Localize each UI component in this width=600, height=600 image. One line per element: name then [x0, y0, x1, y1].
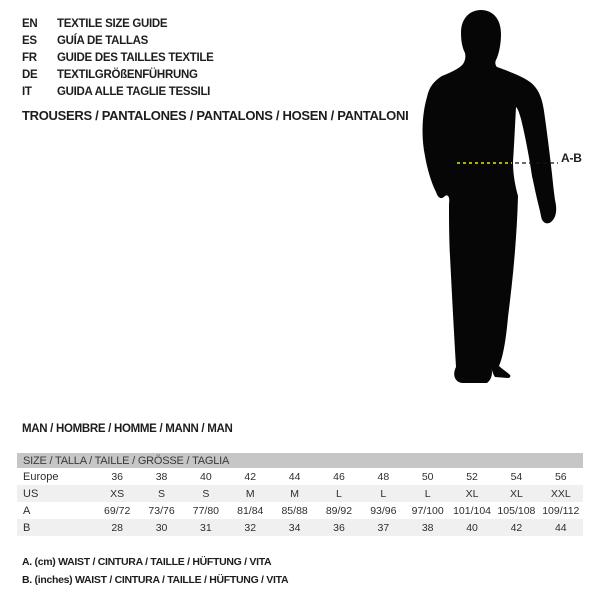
language-label: GUÍA DE TALLAS	[57, 35, 148, 47]
size-cell: 93/96	[370, 504, 397, 517]
size-cell: 50	[421, 470, 434, 483]
size-cell: 48	[377, 470, 390, 483]
size-row-label: A	[23, 504, 31, 517]
size-cell: 97/100	[411, 504, 444, 517]
language-row	[22, 84, 214, 101]
size-cell: 38	[155, 470, 168, 483]
size-cell: 34	[288, 521, 301, 534]
size-cell: XL	[465, 487, 479, 500]
note-b-inches: B. (inches) WAIST / CINTURA / TAILLE / HÜFTUNG / VITA	[22, 573, 289, 586]
size-cell: 44	[554, 521, 567, 534]
size-cell: 37	[377, 521, 390, 534]
size-cell: 42	[510, 521, 523, 534]
size-cell: 77/80	[192, 504, 220, 517]
language-label: TEXTILGRÖßENFÜHRUNG	[57, 69, 198, 81]
size-cell: 28	[111, 521, 124, 534]
size-cell: S	[158, 487, 166, 500]
table-row-europe	[17, 468, 583, 485]
man-silhouette	[395, 4, 575, 394]
language-label: GUIDE DES TAILLES TEXTILE	[57, 52, 214, 64]
size-row-label: US	[23, 487, 39, 500]
language-label: TEXTILE SIZE GUIDE	[57, 18, 168, 30]
size-cell: M	[290, 487, 299, 500]
size-cell: 89/92	[325, 504, 353, 517]
language-row	[22, 67, 214, 84]
size-cell: 36	[111, 470, 124, 483]
language-code: EN	[22, 18, 38, 30]
note-a-cm: A. (cm) WAIST / CINTURA / TAILLE / HÜFTUNG / VITA	[22, 556, 272, 568]
size-cell: 85/88	[281, 504, 308, 517]
table-row-a-cm	[17, 502, 583, 519]
language-code: FR	[22, 52, 37, 64]
size-cell: 40	[200, 470, 212, 483]
measurement-notes	[22, 554, 288, 589]
section-title: MAN / HOMBRE / HOMME / MANN / MAN	[22, 423, 233, 435]
language-code: DE	[22, 69, 38, 81]
size-cell: 30	[155, 521, 168, 534]
language-label: GUIDA ALLE TAGLIE TESSILI	[57, 86, 211, 98]
size-table	[17, 453, 583, 536]
size-cell: 73/76	[148, 504, 175, 517]
size-cell: 40	[466, 521, 478, 534]
silhouette-shape	[423, 10, 557, 383]
size-cell: 81/84	[237, 504, 264, 517]
table-row-us	[17, 485, 583, 502]
size-cell: 101/104	[453, 504, 492, 517]
size-cell: 109/112	[542, 504, 580, 517]
size-cell: 44	[288, 470, 301, 483]
size-cell: S	[202, 487, 210, 500]
size-cell: 54	[510, 470, 523, 483]
size-cell: 31	[200, 521, 212, 534]
language-code: IT	[22, 86, 32, 98]
size-cell: 105/108	[497, 504, 536, 517]
table-header-row	[17, 453, 583, 468]
size-row-label: Europe	[23, 470, 59, 483]
table-row-b-inches	[17, 519, 583, 536]
size-cell: XS	[110, 487, 125, 500]
man-figure	[395, 4, 575, 394]
size-cell: 42	[244, 470, 257, 483]
language-code: ES	[22, 35, 37, 47]
size-cell: 36	[333, 521, 345, 534]
size-cell: 69/72	[104, 504, 131, 517]
size-cell: 32	[244, 521, 257, 534]
garment-title: TROUSERS / PANTALONES / PANTALONS / HOSEN / PANTALONI	[22, 108, 409, 123]
waist-measure-label: A-B	[561, 151, 582, 165]
size-cell: 38	[421, 521, 434, 534]
size-cell: 56	[554, 470, 567, 483]
size-cell: L	[380, 487, 387, 500]
language-row	[22, 33, 214, 50]
size-row-label: B	[23, 521, 31, 534]
size-cell: XL	[509, 487, 523, 500]
table-header-label: SIZE / TALLA / TAILLE / GRÖSSE / TAGLIA	[17, 453, 583, 468]
language-row	[22, 16, 214, 33]
size-cell: L	[336, 487, 342, 500]
language-list	[22, 16, 214, 101]
size-cell: 52	[466, 470, 478, 483]
size-cell: XXL	[550, 487, 571, 500]
size-cell: 46	[333, 470, 345, 483]
size-cell: L	[424, 487, 431, 500]
language-row	[22, 50, 214, 67]
size-cell: M	[245, 487, 255, 500]
